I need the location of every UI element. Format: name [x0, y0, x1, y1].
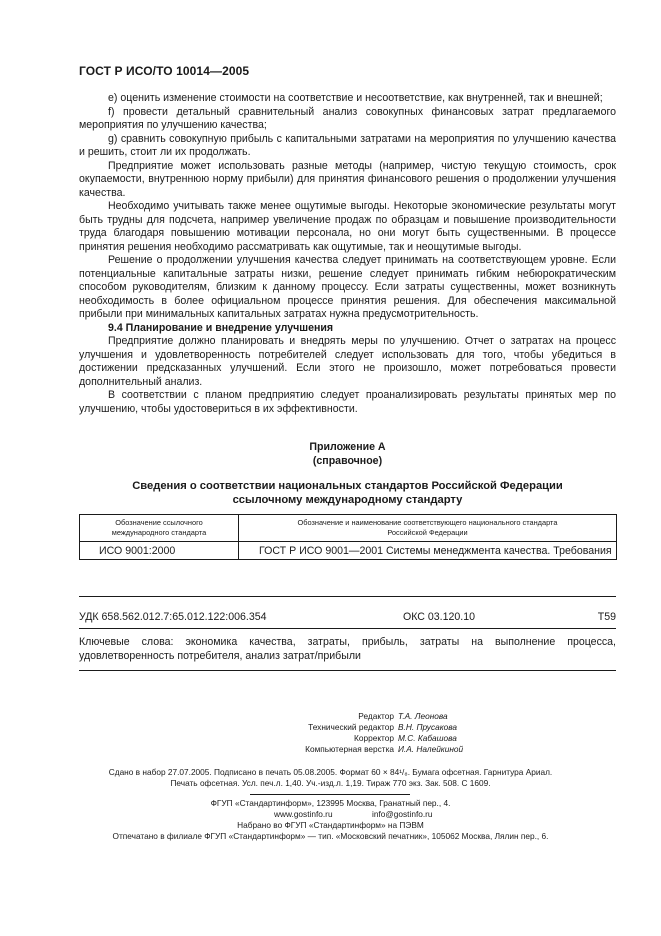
credit-label: Редактор — [358, 711, 394, 721]
paragraph: Решение о продолжении улучшения качества следует принимать на соответствующем уровне. Если потенциальные капитальные затраты низки, решение следует принимать гибким небюрократическим способом руководителям, близким к данному процессу. Если затраты существенны, может возникнуть необходимость в более официальном процессе принятия решения. Для обеспечения максимальной прибыли при минимальных капитальных затратах нужна предусмотрительность. — [79, 254, 616, 320]
credit-name: И.А. Налейкиной — [398, 744, 464, 754]
website-link[interactable]: www.gostinfo.ru — [274, 809, 333, 819]
paragraph: В соответствии с планом предприятию следует проанализировать результаты принятых мер по улучшению, чтобы удостовериться в их эффективности. — [79, 389, 616, 415]
divider — [79, 628, 616, 629]
annex-heading-line: ссылочному международному стандарту — [232, 494, 463, 506]
udk-code: УДК 658.562.012.7:65.012.122:006.354 — [79, 611, 267, 623]
standards-table — [79, 514, 617, 560]
annex-title: Приложение А — [309, 441, 386, 453]
table-header-row — [80, 515, 617, 542]
list-item-g: g) сравнить совокупную прибыль с капитальными затратами на мероприятия по улучшению качества и решить, стоит ли их продолжать. — [79, 132, 616, 158]
imprint-line: Печать офсетная. Усл. печ.л. 1,40. Уч.-изд.л. 1,19. Тираж 770 экз. Зак. 508. С 1609. — [170, 778, 491, 788]
credit-label: Компьютерная верстка — [305, 744, 394, 754]
paragraph: Предприятие должно планировать и внедрять меры по улучшению. Отчет о затратах на процесс улучшения и удовлетворенность потребителей следует использовать для того, чтобы убедиться в достижении предсказанных улучшений. Если этого не произошло, может потребоваться провести дополнительный анализ. — [79, 335, 616, 388]
annex-heading — [100, 479, 595, 507]
table-cell: ГОСТ Р ИСО 9001—2001 Системы менеджмента качества. Требования — [239, 542, 617, 560]
divider — [79, 596, 616, 597]
column-header — [80, 515, 239, 542]
column-header-line: международного стандарта — [111, 528, 207, 537]
column-header — [239, 515, 617, 542]
list-item-f: f) провести детальный сравнительный анализ совокупных финансовых затрат предлагаемого мероприятия по улучшению качества; — [79, 105, 616, 131]
paragraph: Необходимо учитывать также менее ощутимые выгоды. Некоторые экономические результаты могут быть трудны для подсчета, например увеличение продаж по образцам и повышение производительности труда благодаря повышению мотивации персонала, но они могут быть существенными. В процессе принятия решения необходимо рассматривать как ощутимые, так и неощутимые выгоды. — [79, 200, 616, 253]
email-link[interactable]: info@gostinfo.ru — [372, 809, 433, 819]
column-header-line: Обозначение ссылочного — [115, 518, 203, 527]
list-item-e: е) оценить изменение стоимости на соответствие и несоответствие, как внутренней, так и внешней; — [108, 92, 603, 104]
credit-name: В.Н. Прусакова — [398, 722, 457, 732]
credit-name: Т.А. Леонова — [398, 711, 448, 721]
credit-label: Корректор — [354, 733, 394, 743]
page-header: ГОСТ Р ИСО/ТО 10014—2005 — [79, 64, 250, 78]
body-text — [79, 92, 616, 416]
divider — [250, 794, 410, 795]
credit-name: М.С. Кабашова — [398, 733, 457, 743]
column-header-line: Обозначение и наименование соответствующего национального стандарта — [297, 518, 558, 527]
imprint-line: Сдано в набор 27.07.2005. Подписано в печать 05.08.2005. Формат 60 × 84¹/₈. Бумага офсетная. Гарнитура Ариал. — [108, 767, 553, 777]
paragraph: Предприятие может использовать разные методы (например, чистую текущую стоимость, срок окупаемости, внутреннюю норму прибыли) для принятия финансового решения о продолжении улучшения качества. — [79, 159, 616, 199]
table-cell: ИСО 9001:2000 — [80, 542, 239, 560]
imprint-line: Набрано во ФГУП «Стандартинформ» на ПЭВМ — [237, 820, 424, 830]
keywords: Ключевые слова: экономика качества, затраты, прибыль, затраты на выполнение процесса, удовлетворенность потребителя, анализ затрат/прибыли — [79, 636, 616, 662]
oks-code: ОКС 03.120.10 — [403, 611, 476, 623]
imprint-line: Отпечатано в филиале ФГУП «Стандартинформ» — тип. «Московский печатник», 105062 Москва, Лялин пер., 6. — [112, 831, 549, 841]
credit-label: Технический редактор — [308, 722, 394, 732]
column-header-line: Российской Федерации — [387, 528, 468, 537]
imprint-line: ФГУП «Стандартинформ», 123995 Москва, Гранатный пер., 4. — [210, 798, 451, 808]
annex-subtitle: (справочное) — [312, 455, 383, 467]
category-code: Т59 — [597, 611, 616, 623]
section-heading: 9.4 Планирование и внедрение улучшения — [108, 321, 334, 334]
divider — [79, 670, 616, 671]
table-row — [80, 542, 617, 560]
annex-heading-line: Сведения о соответствии национальных стандартов Российской Федерации — [132, 480, 563, 492]
